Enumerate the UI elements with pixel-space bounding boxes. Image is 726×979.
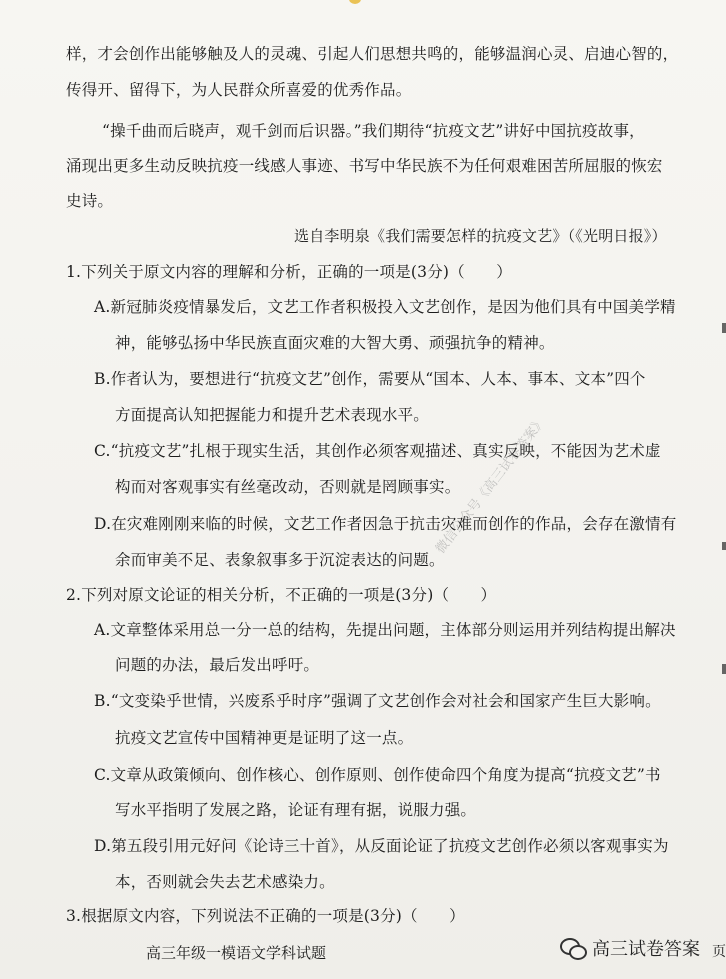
q2-option-c-line-1: C.文章从政策倾向、创作核心、创作原则、创作使命四个角度为提高“抗疫文艺”书 [94, 766, 661, 784]
q2-option-c-line-2: 写水平指明了发展之路，论证有理有据，说服力强。 [115, 801, 477, 819]
wechat-account-badge[interactable] [560, 933, 700, 963]
q2-option-a-line-2: 问题的办法，最后发出呼吁。 [115, 656, 320, 674]
question-3-stem: 3.根据原文内容，下列说法不正确的一项是(3分)（ ） [66, 907, 465, 925]
question-1-stem: 1.下列关于原文内容的理解和分析，正确的一项是(3分)（ ） [66, 263, 512, 281]
passage-line-1: 样，才会创作出能够触及人的灵魂、引起人们思想共鸣的，能够温润心灵、启迪心智的， [66, 45, 679, 63]
q1-option-a-line-2: 神，能够弘扬中华民族直面灾难的大智大勇、顽强抗争的精神。 [115, 334, 555, 352]
q2-option-a-line-1: A.文章整体采用总一分一总的结构，先提出问题，主体部分则运用并列结构提出解决 [94, 621, 676, 639]
passage-line-2: 传得开、留得下，为人民群众所喜爱的优秀作品。 [66, 81, 412, 99]
passage-line-4: 涌现出更多生动反映抗疫一线感人事迹、书写中华民族不为任何艰难困苦所屈服的恢宏 [66, 157, 663, 175]
edge-artifact [722, 664, 726, 674]
wechat-icon [560, 938, 586, 958]
q2-option-b-line-1: B.“文变染乎世情，兴废系乎时序”强调了文艺创作会对社会和国家产生巨大影响。 [94, 692, 661, 710]
passage-line-3: “操千曲而后晓声，观千剑而后识器。”我们期待“抗疫文艺”讲好中国抗疫故事， [102, 122, 645, 140]
q2-option-d-line-1: D.第五段引用元好问《论诗三十首》，从反面论证了抗疫文艺创作必须以客观事实为 [94, 837, 669, 855]
q2-option-d-line-2: 本，否则就会失去艺术感染力。 [115, 873, 335, 891]
binding-hole-mark [349, 0, 361, 4]
exam-footer-title: 高三年级一模语文学科试题 [146, 944, 327, 962]
q1-option-b-line-2: 方面提高认知把握能力和提升艺术表现水平。 [115, 406, 430, 424]
q1-option-b-line-1: B.作者认为，要想进行“抗疫文艺”创作，需要从“国本、人本、事本、文本”四个 [94, 370, 646, 388]
page-label: 页 [712, 944, 726, 960]
wechat-account-name: 高三试卷答案 [592, 939, 700, 960]
edge-artifact [722, 542, 726, 550]
q2-option-b-line-2: 抗疫文艺宣传中国精神更是证明了这一点。 [115, 729, 414, 747]
question-2-stem: 2.下列对原文论证的相关分析，不正确的一项是(3分)（ ） [66, 586, 497, 604]
passage-line-5: 史诗。 [66, 192, 114, 210]
q1-option-d-line-2: 余而审美不足、表象叙事多于沉淀表达的问题。 [115, 551, 445, 569]
q1-option-d-line-1: D.在灾难刚刚来临的时候，文艺工作者因急于抗击灾难而创作的作品，会存在激情有 [94, 515, 677, 533]
q1-option-c-line-1: C.“抗疫文艺”扎根于现实生活，其创作必须客观描述、真实反映，不能因为艺术虚 [94, 442, 661, 460]
q1-option-a-line-1: A.新冠肺炎疫情暴发后，文艺工作者积极投入文艺创作，是因为他们具有中国美学精 [94, 298, 676, 316]
edge-artifact [722, 323, 726, 333]
q1-option-c-line-2: 构而对客观事实有丝毫改动，否则就是罔顾事实。 [115, 478, 461, 496]
passage-source: 选自李明泉《我们需要怎样的抗疫文艺》（《光明日报》） [294, 227, 667, 245]
watermark-text: 微信公众号《高三试卷答案》 [433, 414, 550, 557]
